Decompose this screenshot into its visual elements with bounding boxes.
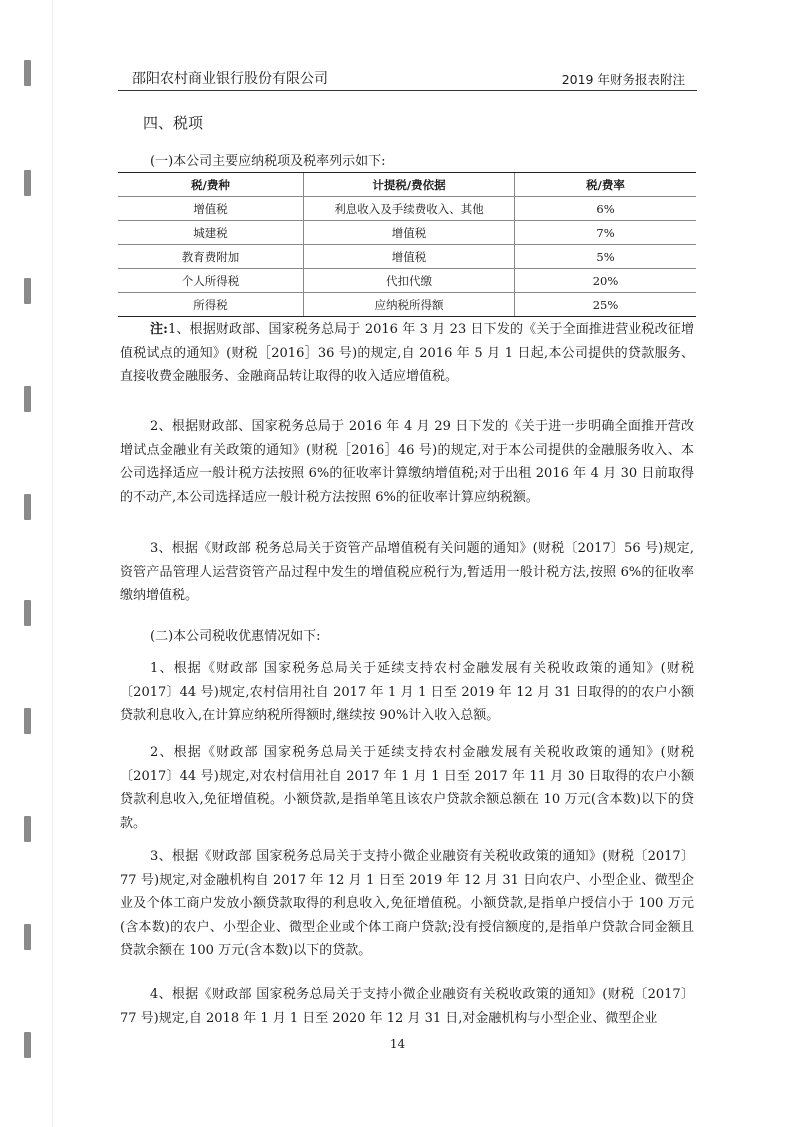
tax-table-caption: (一)本公司主要应纳税项及税率列示如下:	[150, 154, 386, 169]
table-header-row	[118, 173, 696, 197]
note-paragraph-1	[120, 318, 694, 389]
binder-hole-mark	[24, 60, 31, 86]
tax-rate-table	[118, 172, 696, 317]
binder-hole-mark	[24, 386, 31, 412]
note-text: 2、根据财政部、国家税务总局于 2016 年 4 月 29 日下发的《关于进一步明确全面推开营改增试点金融业有关政策的通知》(财税［2016］46 号)的规定,对于本公司提供的金融服务收入、本公司选择适应一般计税方法按照 6%的征收率计算缴纳增值税;对于出租 2016 年 4 月 30 日前取得的不动产,本公司选择适应一般计税方法按照 6%的征收率计算应纳税额。	[120, 419, 694, 505]
benefit-paragraph-4	[120, 983, 694, 1030]
table-cell: 25%	[515, 293, 697, 317]
binder-hole-mark	[24, 924, 31, 950]
table-cell: 20%	[515, 269, 697, 293]
benefit-text: 1、根据《财政部 国家税务总局关于延续支持农村金融发展有关税收政策的通知》(财税〔2017〕44 号)规定,农村信用社自 2017 年 1 月 1 日至 2019 年 12 月 31 日取得的的农户小额贷款利息收入,在计算应纳税所得额时,继续按 90%计入收入总额。	[120, 661, 694, 723]
table-cell: 代扣代缴	[304, 269, 515, 293]
table-row	[118, 245, 696, 269]
page-fold-line	[52, 0, 53, 1127]
table-row	[118, 269, 696, 293]
table-cell: 所得税	[118, 293, 304, 317]
section-title: 四、税项	[143, 114, 204, 132]
benefit-paragraph-3	[120, 845, 694, 963]
table-row	[118, 221, 696, 245]
binder-hole-mark	[24, 816, 31, 842]
benefit-text: 4、根据《财政部 国家税务总局关于支持小微企业融资有关税收政策的通知》(财税〔2017〕77 号)规定,自 2018 年 1 月 1 日至 2020 年 12 月 31 日,对金融机构与小型企业、微型企业	[120, 987, 694, 1026]
benefit-paragraph-1	[120, 657, 694, 728]
table-cell: 5%	[515, 245, 697, 269]
table-cell: 7%	[515, 221, 697, 245]
table-cell: 教育费附加	[118, 245, 304, 269]
company-name: 邵阳农村商业银行股份有限公司	[132, 71, 328, 87]
note-paragraph-2	[120, 415, 694, 509]
page-number: 14	[389, 1037, 406, 1051]
binder-hole-mark	[24, 170, 31, 196]
table-header-cell: 计提税/费依据	[304, 173, 515, 197]
table-header-cell: 税/费种	[118, 173, 304, 197]
tax-benefit-caption: (二)本公司税收优惠情况如下:	[150, 629, 321, 644]
table-cell: 增值税	[304, 245, 515, 269]
benefit-text: 3、根据《财政部 国家税务总局关于支持小微企业融资有关税收政策的通知》(财税〔2017〕77 号)规定,对金融机构自 2017 年 12 月 1 日至 2019 年 12 月 31 日向农户、小型企业、微型企业及个体工商户发放小额贷款取得的利息收入,免征增值税。小额贷款,是指单户授信小于 100 万元(含本数)的农户、小型企业、微型企业或个体工商户贷款;没有授信额度的,是指单户贷款合同金额且贷款余额在 100 万元(含本数)以下的贷款。	[120, 849, 694, 958]
binder-hole-mark	[24, 278, 31, 304]
table-row	[118, 197, 696, 221]
header-rule	[118, 90, 697, 91]
report-title: 2019 年财务报表附注	[561, 72, 685, 87]
benefit-text: 2、根据《财政部 国家税务总局关于延续支持农村金融发展有关税收政策的通知》(财税〔2017〕44 号)规定,对农村信用社自 2017 年 1 月 1 日至 2017 年 11 月 30 日取得的农户小额贷款利息收入,免征增值税。小额贷款,是指单笔且该农户贷款余额总额在 10 万元(含本数)以下的贷款。	[120, 745, 694, 831]
table-row	[118, 293, 696, 317]
binder-hole-mark	[24, 494, 31, 520]
note-paragraph-3	[120, 537, 694, 608]
table-cell: 增值税	[118, 197, 304, 221]
binder-hole-mark	[24, 708, 31, 734]
table-cell: 城建税	[118, 221, 304, 245]
table-cell: 应纳税所得额	[304, 293, 515, 317]
table-header-cell: 税/费率	[515, 173, 697, 197]
table-cell: 6%	[515, 197, 697, 221]
table-cell: 增值税	[304, 221, 515, 245]
benefit-paragraph-2	[120, 741, 694, 835]
table-cell: 个人所得税	[118, 269, 304, 293]
binder-hole-mark	[24, 600, 31, 626]
note-label: 注:	[150, 322, 168, 337]
note-text: 1、根据财政部、国家税务总局于 2016 年 3 月 23 日下发的《关于全面推进营业税改征增值税试点的通知》(财税［2016］36 号)的规定,自 2016 年 5 月 1 日起,本公司提供的贷款服务、直接收费金融服务、金融商品转让取得的收入适应增值税。	[120, 322, 694, 384]
table-cell: 利息收入及手续费收入、其他	[304, 197, 515, 221]
note-text: 3、根据《财政部 税务总局关于资管产品增值税有关问题的通知》(财税〔2017〕56 号)规定,资管产品管理人运营资管产品过程中发生的增值税应税行为,暂适用一般计税方法,按照 6%的征收率缴纳增值税。	[120, 541, 694, 603]
